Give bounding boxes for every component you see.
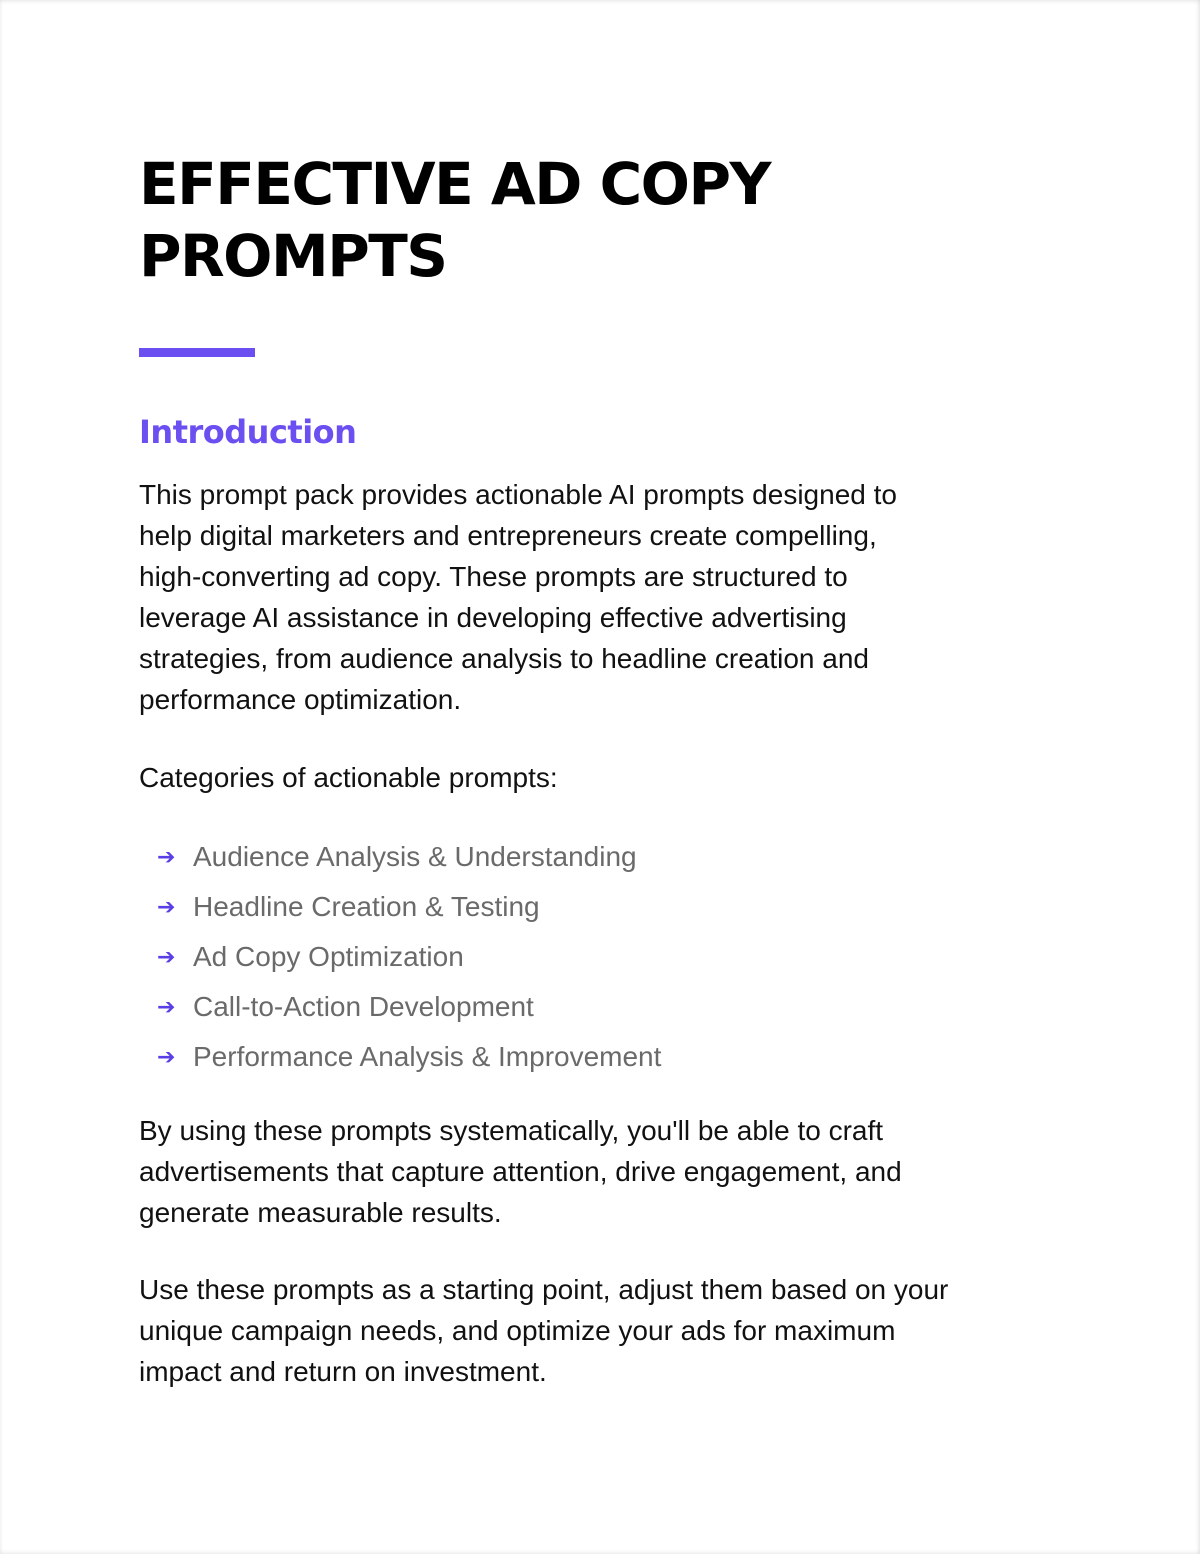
text-line: Categories of actionable prompts: [139, 762, 558, 793]
title-line: PROMPTS [139, 222, 447, 290]
arrow-right-icon: ➔ [157, 844, 176, 870]
categories-list [157, 832, 661, 1082]
text-line: help digital marketers and entrepreneurs create compelling, [139, 520, 877, 551]
page-title [139, 148, 770, 292]
list-item-label: Headline Creation & Testing [193, 891, 540, 922]
text-line: leverage AI assistance in developing effective advertising [139, 602, 847, 633]
text-line: Use these prompts as a starting point, adjust them based on your [139, 1274, 949, 1305]
list-item [157, 882, 661, 932]
section-heading: Introduction [139, 413, 357, 451]
list-item-label: Call-to-Action Development [193, 991, 534, 1022]
text-line: strategies, from audience analysis to headline creation and [139, 643, 869, 674]
arrow-right-icon: ➔ [157, 894, 176, 920]
text-line: By using these prompts systematically, you'll be able to craft [139, 1115, 884, 1146]
text-line: impact and return on investment. [139, 1356, 547, 1387]
text-line: advertisements that capture attention, drive engagement, and [139, 1156, 902, 1187]
text-line: generate measurable results. [139, 1197, 502, 1228]
list-item-label: Audience Analysis & Understanding [193, 841, 637, 872]
final-paragraph [139, 1269, 948, 1392]
text-line: This prompt pack provides actionable AI prompts designed to [139, 479, 897, 510]
arrow-right-icon: ➔ [157, 994, 176, 1020]
list-item [157, 982, 661, 1032]
title-line: EFFECTIVE AD COPY [139, 150, 770, 218]
text-line: unique campaign needs, and optimize your ads for maximum [139, 1315, 896, 1346]
list-item [157, 932, 661, 982]
accent-divider [139, 348, 255, 357]
list-item-label: Performance Analysis & Improvement [193, 1041, 662, 1072]
categories-label [139, 757, 558, 798]
arrow-right-icon: ➔ [157, 1044, 176, 1070]
intro-paragraph [139, 474, 897, 720]
list-item [157, 832, 661, 882]
text-line: high-converting ad copy. These prompts are structured to [139, 561, 848, 592]
text-line: performance optimization. [139, 684, 462, 715]
closing-paragraph [139, 1110, 902, 1233]
arrow-right-icon: ➔ [157, 944, 176, 970]
list-item-label: Ad Copy Optimization [193, 941, 464, 972]
list-item [157, 1032, 661, 1082]
